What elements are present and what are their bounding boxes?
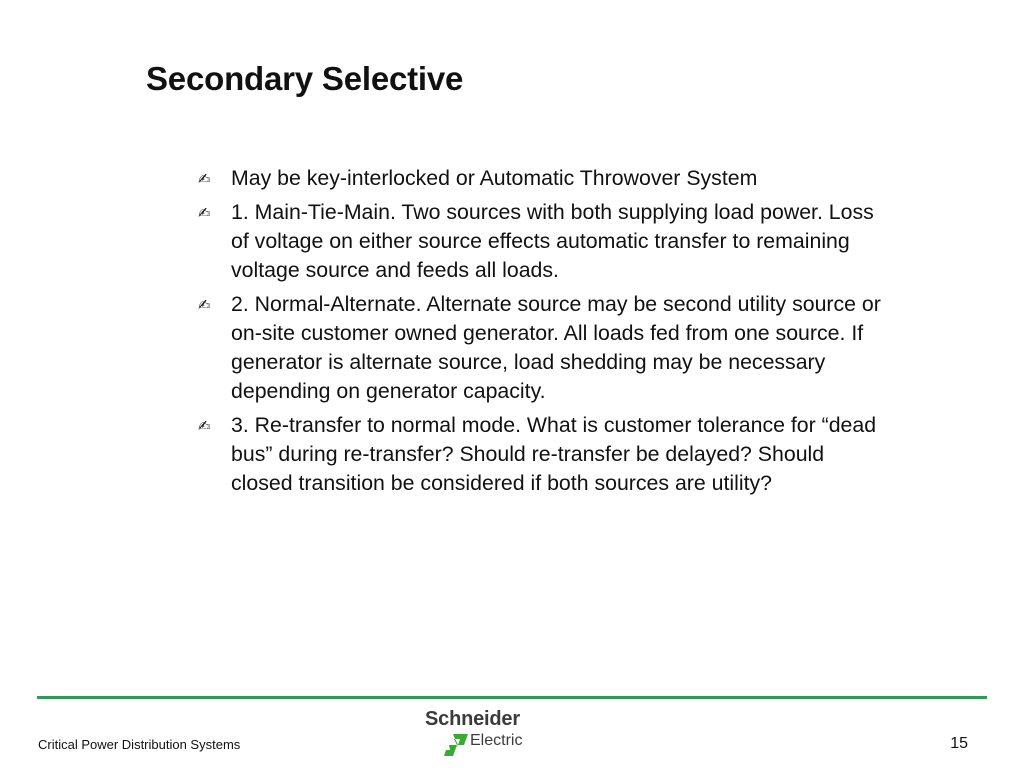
bullet-item xyxy=(198,198,888,285)
writing-hand-icon: ✍ xyxy=(198,296,211,314)
writing-hand-icon: ✍ xyxy=(198,170,211,188)
logo-wordmark: Schneider xyxy=(425,708,520,730)
bullet-text: 3. Re-transfer to normal mode. What is customer tolerance for “dead bus” during re-transfer? Should re-transfer be delayed? Should closed transition be considered if both sources are utility? xyxy=(231,413,877,495)
bullet-item xyxy=(198,290,888,406)
logo-mark-icon xyxy=(444,734,468,756)
page-number: 15 xyxy=(950,735,968,752)
bullet-item xyxy=(198,164,888,193)
logo-subword: Electric xyxy=(470,732,523,749)
footer-title: Critical Power Distribution Systems xyxy=(38,737,241,752)
bullet-text: 2. Normal-Alternate. Alternate source may be second utility source or on-site customer owned generator. All loads fed from one source. If generator is alternate source, load shedding may be necessary depending on generator capacity. xyxy=(231,292,881,403)
writing-hand-icon: ✍ xyxy=(198,417,211,435)
bullet-list xyxy=(198,164,888,503)
writing-hand-icon: ✍ xyxy=(198,204,211,222)
bullet-item xyxy=(198,411,888,498)
footer-divider xyxy=(37,696,987,699)
bullet-text: 1. Main-Tie-Main. Two sources with both supplying load power. Loss of voltage on either source effects automatic transfer to remaining voltage source and feeds all loads. xyxy=(231,200,874,282)
schneider-electric-logo xyxy=(423,708,543,758)
slide-title: Secondary Selective xyxy=(146,60,464,97)
bullet-text: May be key-interlocked or Automatic Throwover System xyxy=(231,166,758,190)
